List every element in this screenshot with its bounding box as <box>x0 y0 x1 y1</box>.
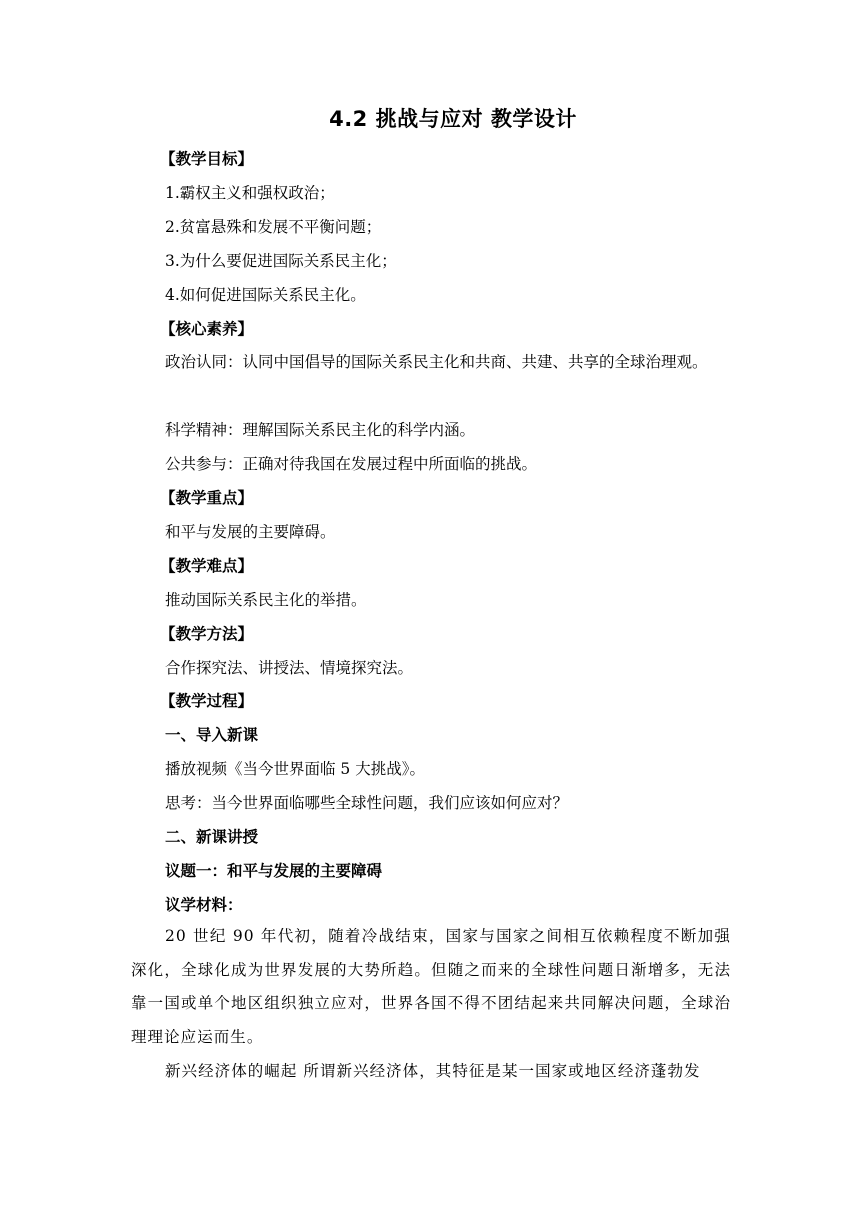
intro-video: 播放视频《当今世界面临 5 大挑战》。 <box>165 760 425 778</box>
key-point-text: 和平与发展的主要障碍。 <box>165 523 336 541</box>
intro-question: 思考：当今世界面临哪些全球性问题，我们应该如何应对？ <box>165 794 569 812</box>
literacy-heading: 【核心素养】 <box>160 320 254 338</box>
material-paragraph-2: 新兴经济体的崛起 所谓新兴经济体，其特征是某一国家或地区经济蓬勃发 <box>165 1062 701 1080</box>
materials-heading: 议学材料： <box>165 896 243 914</box>
objective-item-2: 2.贫富悬殊和发展不平衡问题； <box>165 218 382 236</box>
new-lesson-heading: 二、新课讲授 <box>165 828 259 846</box>
objective-item-1: 1.霸权主义和强权政治； <box>165 184 335 202</box>
page-title: 4.2 挑战与应对 教学设计 <box>329 107 577 131</box>
method-text: 合作探究法、讲授法、情境探究法。 <box>165 659 414 677</box>
topic-one-heading: 议题一：和平与发展的主要障碍 <box>165 862 383 880</box>
objective-item-4: 4.如何促进国际关系民主化。 <box>165 286 366 304</box>
method-heading: 【教学方法】 <box>160 625 254 643</box>
difficulty-heading: 【教学难点】 <box>160 557 254 575</box>
key-point-heading: 【教学重点】 <box>160 489 254 507</box>
intro-heading: 一、导入新课 <box>165 726 259 744</box>
material-paragraph-1: 20 世纪 90 年代初，随着冷战结束，国家与国家之间相互依赖程度不断加强深化，全球化成为世界发展的大势所趋。但随之而来的全球性问题日渐增多，无法靠一国或单个地区组织独立应对，世界各国不得不团结起来共同解决问题，全球治理理论应运而生。 <box>131 927 731 1046</box>
objectives-heading: 【教学目标】 <box>160 150 254 168</box>
literacy-science: 科学精神：理解国际关系民主化的科学内涵。 <box>165 421 476 439</box>
literacy-public: 公共参与：正确对待我国在发展过程中所面临的挑战。 <box>165 455 538 473</box>
literacy-political: 政治认同：认同中国倡导的国际关系民主化和共商、共建、共享的全球治理观。 <box>165 353 708 371</box>
objective-item-3: 3.为什么要促进国际关系民主化； <box>165 252 397 270</box>
difficulty-text: 推动国际关系民主化的举措。 <box>165 591 367 609</box>
process-heading: 【教学过程】 <box>160 692 254 710</box>
